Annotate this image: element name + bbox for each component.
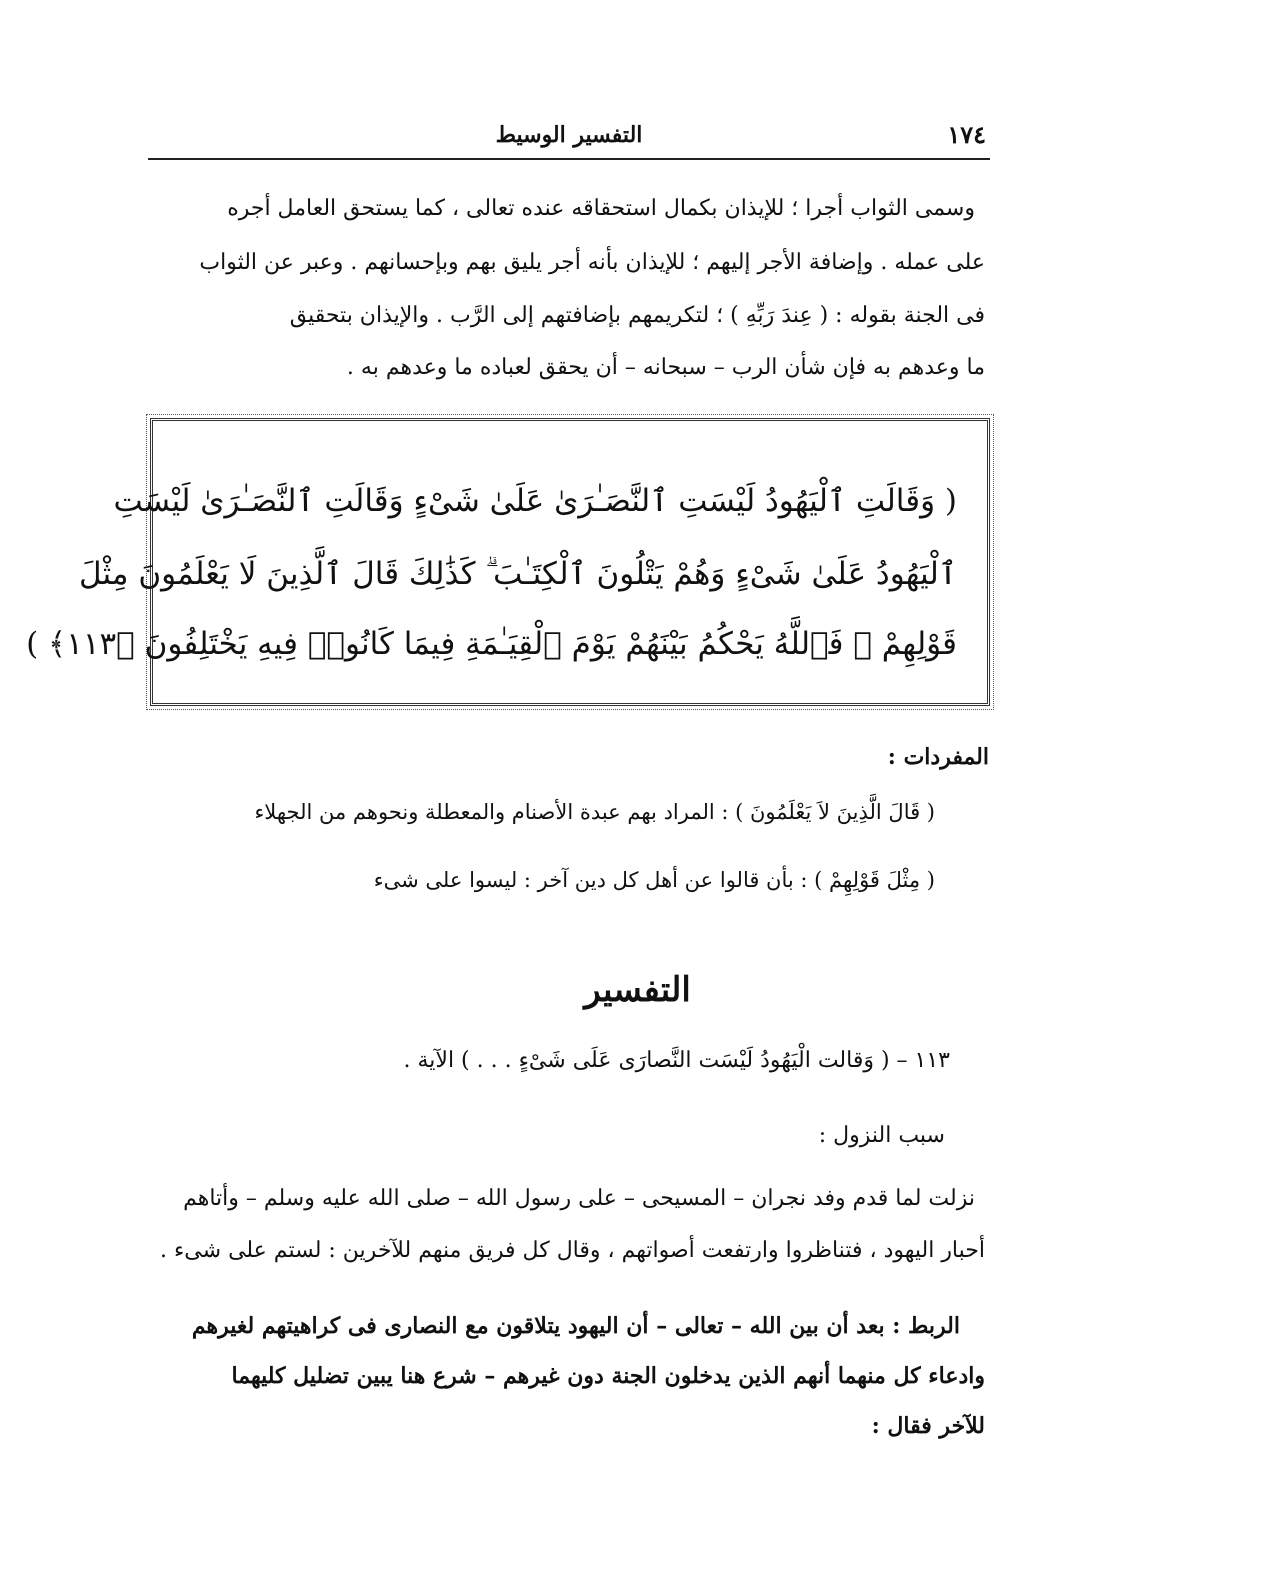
link-line-3: للآخر فقال : xyxy=(871,1413,985,1439)
vocabulary-item-2: ( مِثْلَ قَوْلِهِمْ ) : بأن قالوا عن أهل كل دين آخر : ليسوا على شىء xyxy=(373,868,935,892)
verse-line-1: ( وَقَالَتِ ٱلْيَهُودُ لَيْسَتِ ٱلنَّصَـٰرَىٰ عَلَىٰ شَىْءٍ وَقَالَتِ ٱلنَّصَـٰرَىٰ لَيْسَتِ xyxy=(113,483,957,519)
running-header xyxy=(148,118,990,160)
page-number: ١٧٤ xyxy=(947,120,986,149)
intro-line-2: على عمله . وإضافة الأجر إليهم ؛ للإيذان بأنه أجر يليق بهم وبإحسانهم . وعبر عن الثواب xyxy=(199,250,985,275)
verse-line-3: قَوْلِهِمْ ۚ فَٱللَّهُ يَحْكُمُ بَيْنَهُمْ يَوْمَ ٱلْقِيَـٰمَةِ فِيمَا كَانُوا۟ فِيهِ يَخْتَلِفُونَ ﴿١١٣﴾ ) xyxy=(26,626,957,662)
verse-reference: ١١٣ – ( وَقالت الْيَهُودُ لَيْسَت النَّصارَى عَلَى شَىْءٍ . . . ) الآية . xyxy=(403,1048,950,1073)
link-line-2: وادعاء كل منهما أنهم الذين يدخلون الجنة دون غيرهم – شرع هنا يبين تضليل كليهما xyxy=(231,1363,985,1389)
occasion-line-1: نزلت لما قدم وفد نجران – المسيحى – على رسول الله – صلى الله عليه وسلم – وأتاهم xyxy=(183,1186,975,1211)
intro-line-1: وسمى الثواب أجرا ؛ للإيذان بكمال استحقاقه عنده تعالى ، كما يستحق العامل أجره xyxy=(227,196,975,221)
occasion-label: سبب النزول : xyxy=(818,1123,945,1148)
occasion-line-2: أحبار اليهود ، فتناظروا وارتفعت أصواتهم ، وقال كل فريق منهم للآخرين : لستم على شىء . xyxy=(159,1238,985,1263)
vocabulary-item-1: ( قَالَ الَّذِينَ لاَ يَعْلَمُونَ ) : المراد بهم عبدة الأصنام والمعطلة ونحوهم من الجهلاء xyxy=(254,800,935,824)
section-heading: التفسير xyxy=(584,970,691,1010)
header-title: التفسير الوسيط xyxy=(495,122,643,148)
link-line-1: الربط : بعد أن بين الله – تعالى – أن اليهود يتلاقون مع النصارى فى كراهيتهم لغيرهم xyxy=(191,1313,960,1339)
verse-line-2: ٱلْيَهُودُ عَلَىٰ شَىْءٍ وَهُمْ يَتْلُونَ ٱلْكِتَـٰبَ ۗ كَذَٰلِكَ قَالَ ٱلَّذِينَ لَا يَعْلَمُونَ مِثْلَ xyxy=(79,556,957,592)
intro-line-3: فى الجنة بقوله : ( عِندَ رَبِّهِ ) ؛ لتكريمهم بإضافتهم إلى الرَّب . والإيذان بتحقيق xyxy=(289,303,985,328)
intro-line-4: ما وعدهم به فإن شأن الرب – سبحانه – أن يحقق لعباده ما وعدهم به . xyxy=(346,355,985,380)
quran-verse-frame xyxy=(26,418,990,706)
vocabulary-label: المفردات : xyxy=(887,744,989,770)
